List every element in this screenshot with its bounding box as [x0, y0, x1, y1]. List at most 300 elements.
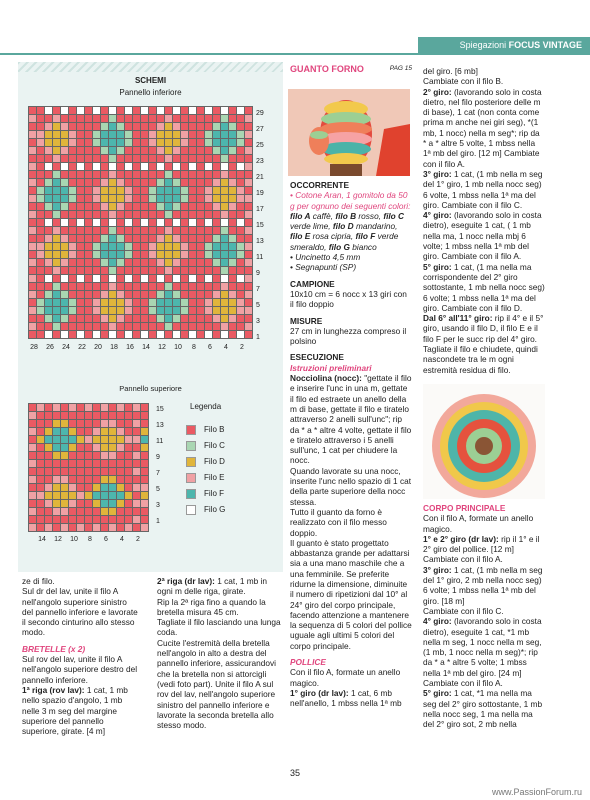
lower-cell: [93, 171, 101, 179]
lower-cell: [141, 299, 149, 307]
lower-cell: [77, 155, 85, 163]
lower-cell: [37, 291, 45, 299]
lower-cell: [245, 123, 253, 131]
lower-cell: [197, 195, 205, 203]
misure-title: MISURE: [290, 315, 323, 326]
lower-cell: [197, 147, 205, 155]
lower-cell: [197, 275, 205, 283]
lower-cell: [37, 251, 45, 259]
upper-col-label: 8: [88, 536, 92, 543]
lower-cell: [85, 203, 93, 211]
lower-cell: [37, 187, 45, 195]
lower-cell: [229, 219, 237, 227]
upper-cell: [133, 436, 141, 444]
upper-cell: [69, 468, 77, 476]
lower-cell: [237, 299, 245, 307]
lower-cell: [29, 283, 37, 291]
lower-cell: [157, 107, 165, 115]
lower-cell: [109, 147, 117, 155]
lower-cell: [213, 275, 221, 283]
lower-cell: [245, 179, 253, 187]
upper-cell: [109, 436, 117, 444]
lower-cell: [109, 171, 117, 179]
lower-cell: [37, 307, 45, 315]
upper-cell: [93, 420, 101, 428]
lower-cell: [245, 291, 253, 299]
lower-cell: [245, 299, 253, 307]
lower-cell: [69, 115, 77, 123]
upper-cell: [61, 484, 69, 492]
lower-cell: [125, 315, 133, 323]
campione-text: 10x10 cm = 6 nocc x 13 giri con il filo doppio: [290, 288, 407, 310]
lower-row-label: 13: [256, 238, 264, 245]
lower-cell: [181, 139, 189, 147]
lower-cell: [221, 131, 229, 139]
lower-cell: [45, 251, 53, 259]
lower-cell: [205, 219, 213, 227]
lower-cell: [173, 291, 181, 299]
upper-row-label: 11: [156, 438, 164, 445]
upper-cell: [117, 500, 125, 508]
lower-cell: [29, 307, 37, 315]
lower-cell: [157, 195, 165, 203]
lower-cell: [237, 203, 245, 211]
lower-cell: [125, 195, 133, 203]
lower-cell: [85, 171, 93, 179]
lower-cell: [189, 251, 197, 259]
lower-cell: [101, 251, 109, 259]
lower-cell: [141, 315, 149, 323]
lower-cell: [37, 139, 45, 147]
lower-cell: [197, 307, 205, 315]
lower-cell: [237, 115, 245, 123]
upper-cell: [37, 516, 45, 524]
lower-cell: [197, 323, 205, 331]
lower-cell: [101, 267, 109, 275]
lower-cell: [221, 115, 229, 123]
lower-cell: [101, 243, 109, 251]
lower-cell: [213, 315, 221, 323]
giro1-label: 1° giro (dr lav):: [290, 687, 349, 698]
lower-cell: [125, 123, 133, 131]
header-label-b: FOCUS VINTAGE: [508, 40, 582, 50]
upper-cell: [125, 500, 133, 508]
lower-cell: [197, 251, 205, 259]
lower-cell: [93, 331, 101, 339]
lower-cell: [197, 155, 205, 163]
lower-cell: [157, 291, 165, 299]
lower-cell: [133, 211, 141, 219]
upper-cell: [77, 452, 85, 460]
lower-cell: [181, 267, 189, 275]
lower-cell: [157, 299, 165, 307]
lower-cell: [229, 251, 237, 259]
lower-cell: [149, 227, 157, 235]
lower-cell: [205, 187, 213, 195]
upper-cell: [69, 412, 77, 420]
lower-cell: [29, 219, 37, 227]
lower-cell: [245, 235, 253, 243]
lower-cell: [93, 291, 101, 299]
lower-cell: [109, 203, 117, 211]
lower-cell: [221, 211, 229, 219]
lower-cell: [245, 155, 253, 163]
lower-cell: [173, 115, 181, 123]
lower-cell: [157, 123, 165, 131]
nocciolina-text: "gettate il filo e inserire l'unc in una m, gettate il filo ed estraete un anello della m di base, gettate il filo e tiratelo attraverso 2 anelli sull'unc"; rip da * a * altre 4 volte, gettate il filo e tiratelo attraverso i 5 anelli sull'unc, 1 cat per chiudere la nocc.: [290, 373, 412, 466]
lower-cell: [61, 283, 69, 291]
lower-cell: [229, 283, 237, 291]
lower-cell: [117, 163, 125, 171]
lower-cell: [165, 259, 173, 267]
giro5-label: 5° giro:: [423, 261, 452, 272]
lower-cell: [173, 275, 181, 283]
lower-cell: [53, 275, 61, 283]
lower-cell: [205, 211, 213, 219]
lower-cell: [61, 123, 69, 131]
lower-cell: [189, 203, 197, 211]
lower-cell: [189, 187, 197, 195]
lower-cell: [37, 331, 45, 339]
lower-cell: [29, 195, 37, 203]
lower-cell: [173, 195, 181, 203]
lower-cell: [221, 171, 229, 179]
lower-cell: [197, 219, 205, 227]
lower-cell: [197, 291, 205, 299]
lower-cell: [37, 275, 45, 283]
lower-cell: [149, 219, 157, 227]
legend-swatch: [186, 489, 196, 499]
lower-cell: [157, 131, 165, 139]
lower-cell: [173, 211, 181, 219]
upper-cell: [133, 412, 141, 420]
upper-cell: [61, 452, 69, 460]
lower-cell: [53, 115, 61, 123]
upper-cell: [101, 404, 109, 412]
lower-cell: [237, 315, 245, 323]
upper-col-label: 10: [70, 536, 78, 543]
lower-cell: [149, 123, 157, 131]
lower-cell: [181, 179, 189, 187]
lower-cell: [205, 331, 213, 339]
legend-swatch: [186, 457, 196, 467]
lower-cell: [181, 155, 189, 163]
upper-cell: [101, 428, 109, 436]
lower-cell: [133, 123, 141, 131]
upper-cell: [85, 468, 93, 476]
lower-cell: [85, 195, 93, 203]
dal-text: rip il 4° e il 5° giro, usando il filo D, il filo E e il filo F per le succ rip del 4° giro. Tagliate il filo e chiudete, quindi nascondete tra le m ogni estremità residua di filo.: [423, 313, 544, 375]
legend-item: [186, 424, 224, 436]
lower-cell: [173, 331, 181, 339]
lower-cell: [197, 179, 205, 187]
lower-cell: [117, 179, 125, 187]
upper-cell: [125, 428, 133, 436]
lower-cell: [117, 203, 125, 211]
lower-cell: [181, 227, 189, 235]
lower-cell: [69, 283, 77, 291]
campione-title: CAMPIONE: [290, 278, 335, 289]
upper-cell: [101, 412, 109, 420]
lower-cell: [53, 203, 61, 211]
lower-cell: [125, 107, 133, 115]
lower-cell: [61, 291, 69, 299]
lower-cell: [197, 139, 205, 147]
lower-cell: [109, 243, 117, 251]
upper-cell: [69, 516, 77, 524]
lower-cell: [109, 251, 117, 259]
upper-cell: [69, 492, 77, 500]
lower-cell: [117, 123, 125, 131]
lower-cell: [221, 299, 229, 307]
upper-cell: [141, 420, 149, 428]
lower-cell: [117, 107, 125, 115]
lower-cell: [85, 227, 93, 235]
lower-cell: [237, 179, 245, 187]
lower-cell: [109, 115, 117, 123]
upper-cell: [37, 460, 45, 468]
upper-cell: [109, 516, 117, 524]
legend-label: Filo G: [204, 505, 226, 514]
upper-col-label: 14: [38, 536, 46, 543]
lower-cell: [229, 115, 237, 123]
lower-cell: [29, 251, 37, 259]
upper-cell: [69, 420, 77, 428]
lower-cell: [221, 331, 229, 339]
lower-cell: [149, 275, 157, 283]
lower-cell: [37, 323, 45, 331]
filo-f-color: verde smeraldo,: [290, 231, 399, 252]
lower-cell: [61, 227, 69, 235]
lower-cell: [205, 131, 213, 139]
lower-col-label: 8: [192, 344, 196, 351]
lower-cell: [101, 163, 109, 171]
upper-cell: [125, 524, 133, 532]
upper-cell: [117, 452, 125, 460]
lower-cell: [213, 123, 221, 131]
lower-cell: [69, 187, 77, 195]
upper-cell: [61, 444, 69, 452]
upper-cell: [45, 420, 53, 428]
corpo-g4-text: (lavorando solo in costa dietro), eseguite 1 cat, *1 mb nella m seg, 1 nocc nella m seg, (1 mb, 1 nocc nella m seg)*; rip da * a * altre 5 volte; 1 mbss nella 1ª mb del giro. [24 m]: [423, 616, 542, 678]
lower-cell: [197, 227, 205, 235]
lower-row-label: 27: [256, 126, 264, 133]
lower-cell: [221, 187, 229, 195]
upper-cell: [85, 476, 93, 484]
filo-g-color: bianco: [349, 241, 377, 252]
lower-cell: [157, 235, 165, 243]
watermark: www.PassionForum.ru: [491, 787, 582, 797]
lower-cell: [61, 171, 69, 179]
lower-row-label: 9: [256, 270, 260, 277]
lower-cell: [237, 123, 245, 131]
corpo-g12-label: 1° e 2° giro (dr lav):: [423, 533, 499, 544]
upper-cell: [37, 420, 45, 428]
lower-cell: [141, 203, 149, 211]
lower-cell: [221, 259, 229, 267]
lower-cell: [85, 291, 93, 299]
bretelle-column-2: [157, 576, 281, 730]
upper-cell: [61, 492, 69, 500]
lower-cell: [157, 259, 165, 267]
lower-cell: [141, 219, 149, 227]
legend-title: Legenda: [190, 402, 222, 411]
lower-cell: [149, 131, 157, 139]
lower-cell: [133, 267, 141, 275]
lower-cell: [149, 155, 157, 163]
lower-panel-title: Pannello inferiore: [119, 88, 182, 97]
lower-cell: [117, 251, 125, 259]
lower-cell: [149, 139, 157, 147]
lower-cell: [37, 211, 45, 219]
lower-cell: [221, 235, 229, 243]
lower-cell: [61, 259, 69, 267]
lower-cell: [85, 107, 93, 115]
legend-item: [186, 504, 225, 516]
lower-cell: [37, 243, 45, 251]
lower-cell: [61, 235, 69, 243]
legend-swatch: [186, 425, 196, 435]
lower-cell: [237, 131, 245, 139]
lower-cell: [77, 123, 85, 131]
occorrente-markers: • Segnapunti (SP): [290, 262, 357, 273]
lower-cell: [125, 163, 133, 171]
lower-cell: [149, 331, 157, 339]
upper-cell: [37, 484, 45, 492]
upper-cell: [117, 412, 125, 420]
lower-cell: [133, 331, 141, 339]
lower-cell: [85, 251, 93, 259]
upper-cell: [141, 516, 149, 524]
lower-cell: [189, 147, 197, 155]
lower-cell: [45, 211, 53, 219]
lower-cell: [45, 203, 53, 211]
lower-cell: [77, 275, 85, 283]
lower-cell: [133, 163, 141, 171]
lower-cell: [101, 259, 109, 267]
lower-cell: [29, 179, 37, 187]
lower-cell: [213, 171, 221, 179]
lower-cell: [165, 219, 173, 227]
upper-cell: [125, 412, 133, 420]
lower-cell: [221, 155, 229, 163]
lower-cell: [29, 267, 37, 275]
bretelle-column: [22, 576, 140, 736]
lower-cell: [165, 179, 173, 187]
lower-cell: [125, 267, 133, 275]
lower-cell: [197, 203, 205, 211]
upper-cell: [101, 516, 109, 524]
lower-cell: [141, 195, 149, 203]
upper-cell: [141, 412, 149, 420]
lower-cell: [117, 115, 125, 123]
bretelle-title: BRETELLE (x 2): [22, 643, 86, 654]
corpo-column: [423, 503, 545, 730]
lower-cell: [77, 211, 85, 219]
lower-cell: [29, 203, 37, 211]
lower-cell: [85, 219, 93, 227]
lower-row-label: 5: [256, 302, 260, 309]
upper-cell: [109, 460, 117, 468]
lower-cell: [141, 211, 149, 219]
lower-cell: [69, 211, 77, 219]
lower-cell: [117, 259, 125, 267]
lower-cell: [245, 203, 253, 211]
lower-cell: [165, 275, 173, 283]
lower-cell: [189, 323, 197, 331]
upper-row-label: 9: [156, 454, 160, 461]
lower-cell: [133, 219, 141, 227]
lower-cell: [221, 179, 229, 187]
lower-cell: [237, 259, 245, 267]
upper-cell: [77, 492, 85, 500]
lower-cell: [197, 187, 205, 195]
upper-cell: [53, 404, 61, 412]
lower-cell: [93, 267, 101, 275]
lower-cell: [53, 123, 61, 131]
lower-cell: [133, 235, 141, 243]
lower-cell: [61, 243, 69, 251]
lower-cell: [205, 179, 213, 187]
lower-cell: [213, 219, 221, 227]
lower-cell: [101, 235, 109, 243]
upper-cell: [85, 524, 93, 532]
upper-cell: [109, 484, 117, 492]
lower-row-label: 3: [256, 318, 260, 325]
lower-cell: [85, 131, 93, 139]
lower-cell: [173, 259, 181, 267]
lower-cell: [69, 259, 77, 267]
lower-cell: [117, 267, 125, 275]
lower-cell: [149, 203, 157, 211]
lower-cell: [181, 235, 189, 243]
lower-cell: [109, 179, 117, 187]
lower-cell: [77, 235, 85, 243]
legend-label: Filo E: [204, 473, 225, 482]
lower-cell: [173, 155, 181, 163]
lower-cell: [29, 331, 37, 339]
lower-cell: [213, 211, 221, 219]
lower-cell: [45, 259, 53, 267]
lower-cell: [197, 315, 205, 323]
upper-cell: [45, 476, 53, 484]
lower-cell: [189, 219, 197, 227]
upper-cell: [133, 420, 141, 428]
upper-cell: [101, 420, 109, 428]
lower-cell: [229, 275, 237, 283]
lower-cell: [117, 131, 125, 139]
lower-cell: [133, 171, 141, 179]
upper-cell: [85, 452, 93, 460]
lower-cell: [109, 131, 117, 139]
occorrente-hook: • Uncinetto 4,5 mm: [290, 252, 361, 263]
lower-cell: [133, 115, 141, 123]
lower-cell: [189, 299, 197, 307]
upper-cell: [85, 428, 93, 436]
lower-cell: [109, 323, 117, 331]
lower-cell: [93, 179, 101, 187]
lower-col-label: 28: [30, 344, 38, 351]
lower-cell: [85, 211, 93, 219]
lower-cell: [205, 147, 213, 155]
esecuzione-title: ESECUZIONE: [290, 352, 344, 363]
lower-cell: [197, 243, 205, 251]
upper-cell: [101, 500, 109, 508]
lower-cell: [229, 123, 237, 131]
lower-cell: [133, 323, 141, 331]
lower-cell: [37, 235, 45, 243]
lower-cell: [197, 115, 205, 123]
